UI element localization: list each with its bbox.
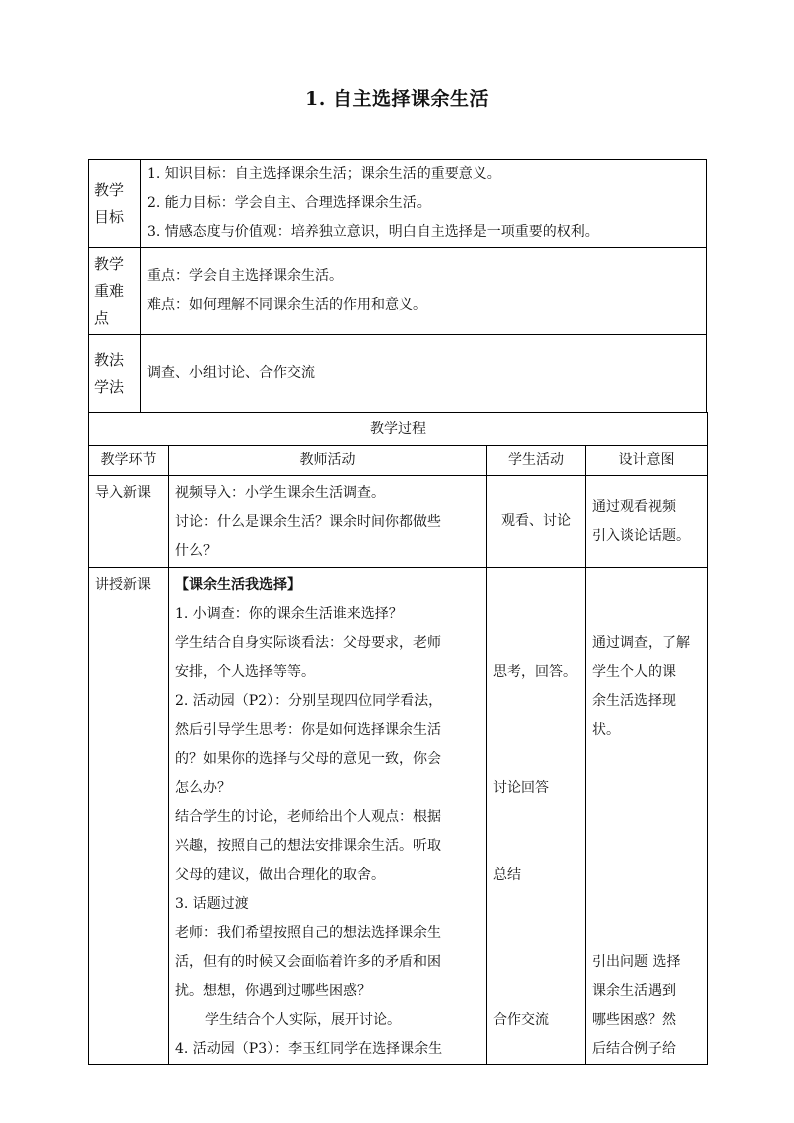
goals-header: 教学 目标	[89, 160, 141, 248]
table-row	[89, 568, 708, 1065]
key-point: 重点：学会自主选择课余生活。	[147, 268, 343, 284]
method-cell: 调查、小组讨论、合作交流	[141, 335, 707, 413]
column-header-stage: 教学环节	[89, 446, 169, 476]
objectives-row	[89, 160, 707, 248]
key-points-row	[89, 248, 707, 335]
student-activity-cell: 思考，回答。 讨论回答 总结 合作交流	[487, 568, 586, 1065]
process-title-row	[89, 413, 708, 446]
column-header-student: 学生活动	[487, 446, 586, 476]
method-row	[89, 335, 707, 413]
objectives-table	[88, 159, 707, 413]
design-intent-cell: 通过观看视频 引入谈论话题。	[586, 476, 708, 568]
goals-cell	[141, 160, 707, 248]
table-row	[89, 476, 708, 568]
column-header-intent: 设计意图	[586, 446, 708, 476]
process-table	[88, 412, 708, 1065]
design-intent-cell: 通过调查，了解 学生个人的课 余生活选择现 状。 引出问题 选择 课余生活遇到 哪些困惑？然 后结合例子给	[586, 568, 708, 1065]
process-header-row	[89, 446, 708, 476]
difficult-point: 难点：如何理解不同课余生活的作用和意义。	[147, 297, 427, 313]
teacher-activity-cell: 视频导入：小学生课余生活调查。 讨论：什么是课余生活？课余时间你都做些 什么？	[169, 476, 487, 568]
column-header-teacher: 教师活动	[169, 446, 487, 476]
stage-cell: 讲授新课	[89, 568, 169, 1065]
document-title: 1. 自主选择课余生活	[305, 88, 489, 110]
goal-item: 3. 情感态度与价值观：培养独立意识，明白自主选择是一项重要的权利。	[147, 224, 599, 240]
teacher-activity-cell: 【课余生活我选择】 1. 小调查：你的课余生活谁来选择？ 学生结合自身实际谈看法：父母要求，老师 安排，个人选择等等。 2. 活动园（P2）：分别呈现四位同学看法， 然后引导学生思考：你是如何选择课余生活 的？如果你的选择与父母的意见一致，你会 怎么办？ 结合学生的讨论，老师给出个人观点：根据 兴趣，按照自己的想法安排课余生活。听取 父母的建议，做出合理化的取舍。 3. 话题过渡 老师：我们希望按照自己的想法选择课余生 活，但有的时候又会面临着许多的矛盾和困 扰。想想，你遇到过哪些困惑？ 学生结合个人实际，展开讨论。 4. 活动园（P3）：李玉红同学在选择课余生	[169, 568, 487, 1065]
key-points-header: 教学 重难 点	[89, 248, 141, 335]
method-header: 教法 学法	[89, 335, 141, 413]
stage-cell: 导入新课	[89, 476, 169, 568]
key-points-cell	[141, 248, 707, 335]
student-activity-cell: 观看、讨论	[487, 476, 586, 568]
goal-item: 1. 知识目标：自主选择课余生活；课余生活的重要意义。	[147, 166, 501, 182]
goal-item: 2. 能力目标：学会自主、合理选择课余生活。	[147, 195, 431, 211]
process-title: 教学过程	[89, 413, 708, 446]
